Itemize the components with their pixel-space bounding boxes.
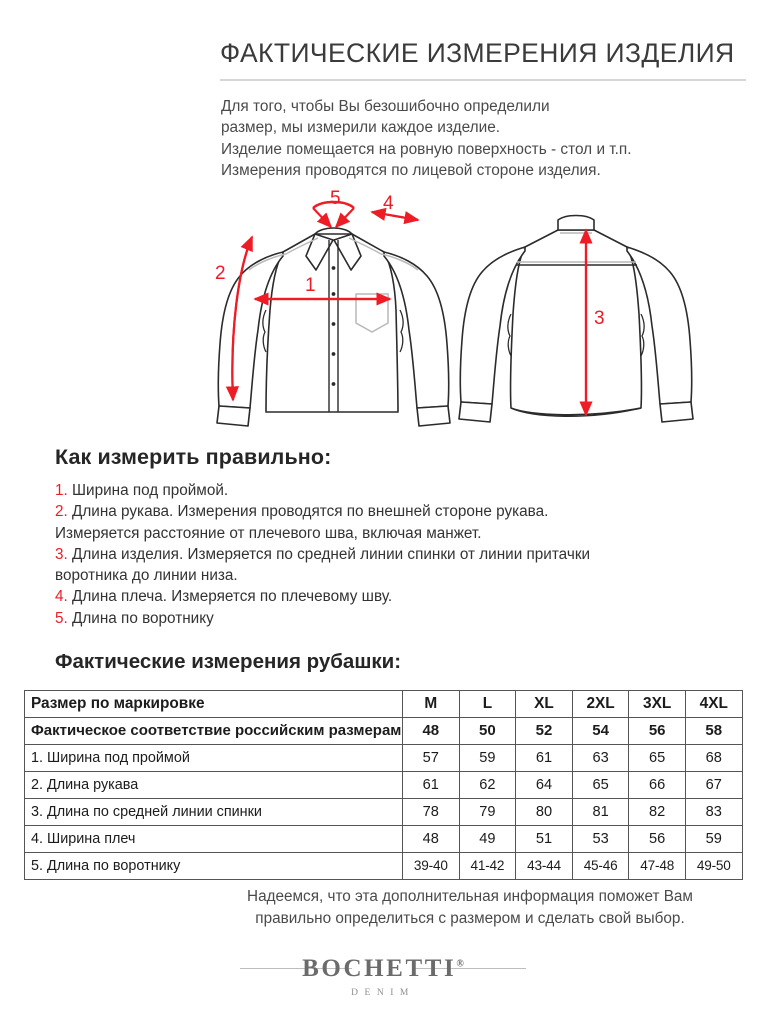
howto-item (55, 544, 745, 565)
intro-line: Для того, чтобы Вы безошибочно определили (221, 98, 550, 115)
table-cell: 47-48 (629, 853, 686, 880)
outro-paragraph (180, 886, 760, 929)
row-label: 5. Длина по воротнику (25, 853, 403, 880)
intro-line: Изделие помещается на ровную поверхность - стол и т.п. (221, 140, 632, 158)
table-cell: 39-40 (403, 853, 460, 880)
table-cell: 80 (516, 799, 573, 826)
table-cell: 45-46 (572, 853, 629, 880)
shirt-diagram (0, 190, 766, 438)
row-label: 2. Длина рукава (25, 772, 403, 799)
table-cell: 79 (459, 799, 516, 826)
row-label: Фактическое соответствие российским размерам (25, 718, 403, 745)
table-row (25, 853, 743, 880)
howto-item (55, 586, 745, 607)
howto-item-text: Длина изделия. Измеряется по средней линии спинки от линии притачки (72, 545, 591, 563)
table-cell: 63 (572, 745, 629, 772)
intro-line: размер, мы измерили каждое изделие. (221, 119, 501, 137)
table-cell: 68 (685, 745, 742, 772)
label-chest: 1 (305, 275, 316, 296)
howto-item-num: 4. (55, 588, 68, 606)
intro-paragraph (221, 96, 751, 182)
measurements-table-title: Фактические измерения рубашки: (55, 650, 402, 673)
howto-item-num: 1. (55, 482, 68, 499)
table-row (25, 691, 743, 718)
label-sleeve: 2 (215, 263, 226, 284)
table-cell: 56 (629, 826, 686, 853)
table-cell: 58 (685, 718, 742, 745)
outro-line: правильно определиться с размером и сделать свой выбор. (255, 909, 685, 927)
table-cell: 59 (685, 826, 742, 853)
back-arrow-labels (594, 308, 605, 329)
table-cell: 48 (403, 826, 460, 853)
table-row (25, 772, 743, 799)
table-cell: 43-44 (516, 853, 573, 880)
howto-item (55, 480, 745, 501)
brand-subtitle: DENIM (351, 988, 415, 998)
table-cell: 62 (459, 772, 516, 799)
table-cell: L (459, 691, 516, 718)
table-cell: 65 (572, 772, 629, 799)
table-cell: 41-42 (459, 853, 516, 880)
howto-item (55, 608, 745, 629)
arrow-shoulder-left (372, 212, 418, 220)
row-label: Размер по маркировке (25, 691, 403, 718)
table-cell: 59 (459, 745, 516, 772)
brand-name (302, 955, 464, 983)
back-shirt-illustration (459, 216, 693, 423)
table-cell: 64 (516, 772, 573, 799)
brand-name-text: BOCHETTI (302, 955, 457, 982)
table-row (25, 745, 743, 772)
front-shirt-illustration (217, 228, 450, 438)
table-cell: 54 (572, 718, 629, 745)
howto-item-text: Длина плеча. Измеряется по плечевому шву. (72, 588, 393, 606)
table-cell: 4XL (685, 691, 742, 718)
howto-item (55, 501, 745, 522)
registered-trademark-icon: ® (456, 958, 464, 970)
measurements-table-wrap (24, 690, 742, 880)
row-label: 4. Ширина плеч (25, 826, 403, 853)
howto-item-num: 3. (55, 545, 68, 563)
table-cell: 61 (516, 745, 573, 772)
title-divider (220, 79, 746, 81)
row-label: 1. Ширина под проймой (25, 745, 403, 772)
table-cell: 51 (516, 826, 573, 853)
outro-line: Надеемся, что эта дополнительная информация поможет Вам (247, 888, 693, 905)
measurements-table (24, 690, 743, 880)
table-cell: 67 (685, 772, 742, 799)
table-cell: 49-50 (685, 853, 742, 880)
table-cell: 52 (516, 718, 573, 745)
table-cell: 48 (403, 718, 460, 745)
howto-item-text: Длина по воротнику (72, 609, 214, 627)
table-cell: XL (516, 691, 573, 718)
table-cell: 50 (459, 718, 516, 745)
howto-title: Как измерить правильно: (55, 445, 332, 469)
table-cell: 78 (403, 799, 460, 826)
table-cell: 53 (572, 826, 629, 853)
table-cell: 61 (403, 772, 460, 799)
table-cell: M (403, 691, 460, 718)
table-cell: 49 (459, 826, 516, 853)
howto-item-text: Длина рукава. Измерения проводятся по внешней стороне рукава. (72, 503, 549, 521)
table-cell: 83 (685, 799, 742, 826)
label-shoulder: 4 (383, 193, 394, 214)
row-label: 3. Длина по средней линии спинки (25, 799, 403, 826)
table-row (25, 826, 743, 853)
page-title: ФАКТИЧЕСКИЕ ИЗМЕРЕНИЯ ИЗДЕЛИЯ (220, 38, 735, 68)
table-cell: 2XL (572, 691, 629, 718)
howto-item-cont: воротника до линии низа. (55, 567, 238, 585)
arrow-collar-left (313, 208, 331, 227)
howto-item-num: 5. (55, 609, 68, 627)
howto-list (55, 480, 745, 629)
table-row (25, 799, 743, 826)
label-back-length: 3 (594, 308, 605, 329)
arrow-collar-right (336, 208, 354, 227)
intro-line: Измерения проводятся по лицевой стороне изделия. (221, 162, 601, 180)
brand-logo (0, 955, 766, 998)
table-cell: 82 (629, 799, 686, 826)
table-cell: 3XL (629, 691, 686, 718)
label-collar: 5 (330, 190, 341, 209)
table-cell: 56 (629, 718, 686, 745)
howto-item-cont: Измеряется расстояние от плечевого шва, включая манжет. (55, 524, 482, 542)
table-cell: 65 (629, 745, 686, 772)
table-cell: 66 (629, 772, 686, 799)
table-row (25, 718, 743, 745)
table-cell: 57 (403, 745, 460, 772)
table-cell: 81 (572, 799, 629, 826)
howto-item-text: Ширина под проймой. (72, 482, 229, 499)
howto-item-num: 2. (55, 503, 68, 521)
